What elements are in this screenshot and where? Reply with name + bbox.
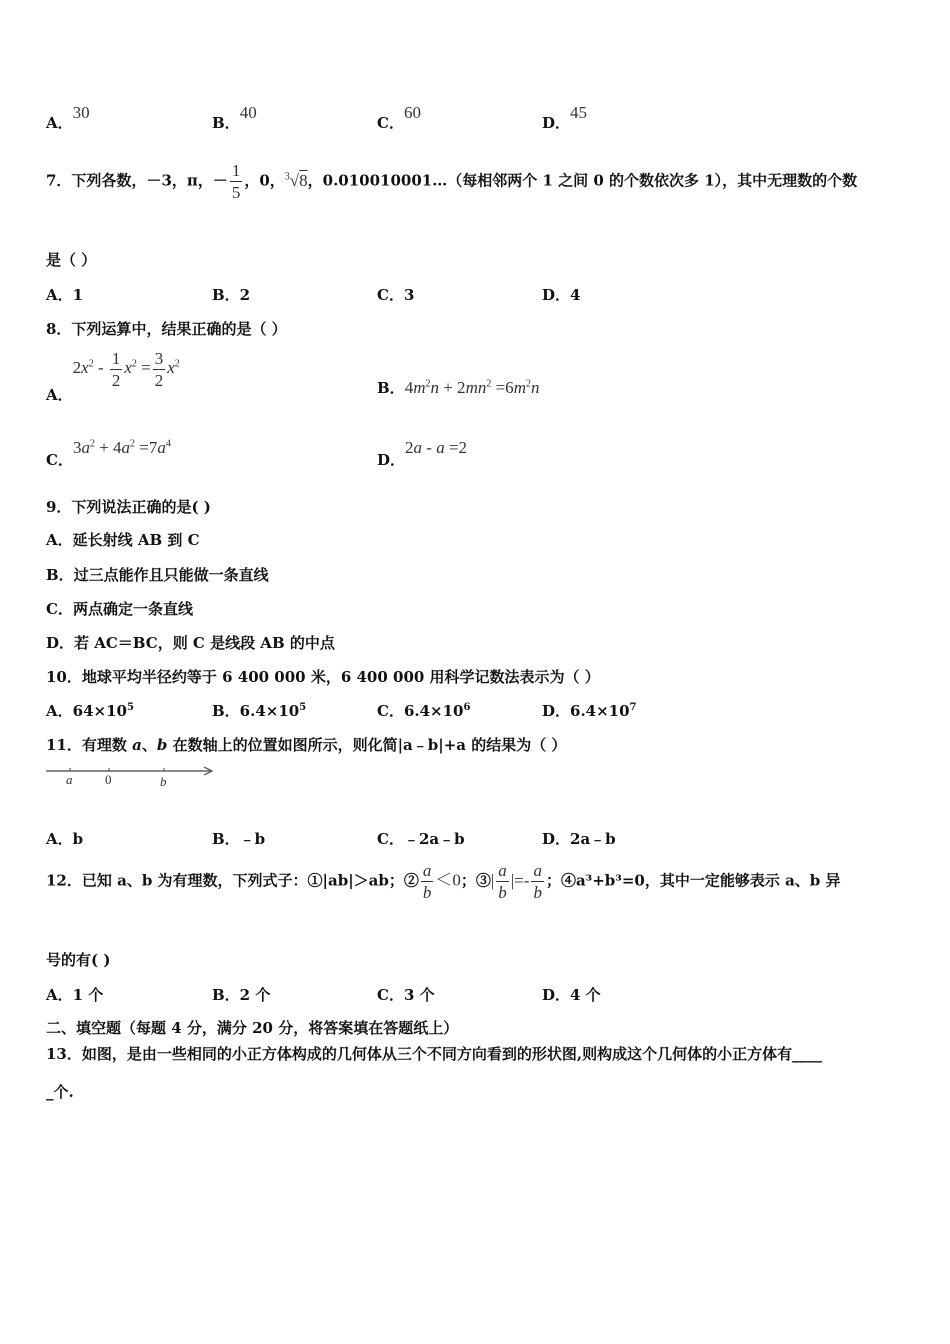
option-label: B． (377, 379, 405, 397)
q8-option-c (46, 437, 171, 469)
exponent: 5 (299, 702, 307, 713)
exponent: 6 (463, 702, 471, 713)
q12-option-d: D．4 个 (542, 986, 601, 1004)
frac-num: a (498, 861, 507, 881)
q9-option-d: D．若 AC＝BC，则 C 是线段 AB 的中点 (46, 634, 335, 652)
q8-d-expr: 2a - a =2 (405, 438, 468, 457)
q12-sep1: ；③ (460, 871, 491, 890)
q7-mid: ，0， (244, 171, 285, 190)
q11-option-a: A．b (46, 830, 84, 848)
cube-root: $^3$√8 (284, 170, 308, 190)
q7-option-c: C．3 (377, 286, 415, 304)
q11-option-c: C．﹣2a﹣b (377, 830, 465, 848)
root-radicand: 8 (299, 170, 308, 190)
q12-option-a: A．1 个 (46, 986, 104, 1004)
option-label: C． (377, 114, 404, 132)
label-0: 0 (105, 772, 112, 787)
q8-b-expr: $4m^2n + 2mn^2 =6m^2n$ (404, 378, 540, 397)
q13-stem-cont: _个. (46, 1083, 74, 1101)
fraction-one-fifth (230, 162, 243, 201)
q9-stem: 9．下列说法正确的是( ) (46, 498, 211, 516)
q10-option-d (542, 700, 637, 721)
q7-stem (46, 162, 857, 201)
fraction-a-over-b (421, 862, 434, 901)
q10-option-a (46, 700, 134, 721)
frac-den: b (533, 883, 542, 903)
option-value: 40 (239, 103, 257, 122)
q10-option-b (212, 700, 306, 721)
q7-stem-cont: 是（ ） (46, 251, 97, 269)
q12-option-b: B．2 个 (212, 986, 271, 1004)
q8-option-b (377, 377, 539, 398)
option-label: C． (46, 451, 73, 469)
q12-stem (46, 862, 841, 901)
q9-option-c: C．两点确定一条直线 (46, 600, 193, 618)
q12-stem-cont: 号的有( ) (46, 951, 111, 969)
q9-option-b: B．过三点能作且只能做一条直线 (46, 566, 269, 584)
q9-option-a: A．延长射线 AB 到 C (46, 531, 200, 549)
var-a: a (132, 736, 142, 754)
q11-option-d: D．2a﹣b (542, 830, 616, 848)
q11-mid: 、 (141, 736, 157, 754)
option-label: B． (212, 114, 240, 132)
exponent: 5 (126, 702, 134, 713)
label-a: a (66, 772, 73, 787)
frac-num: 1 (231, 161, 241, 180)
q6-option-b (212, 103, 257, 133)
q8-option-a (46, 349, 180, 405)
option-text: C．6.4×10 (377, 702, 464, 720)
section-heading-fill-blank: 二、填空题（每题 4 分，满分 20 分，将答案填在答题纸上） (46, 1019, 459, 1037)
frac-num: a (422, 861, 432, 880)
number-line-figure (46, 762, 216, 790)
q8-a-expr: $2x^2$ - $\frac{1}{2}$ $x^2$ = $\frac{3}{2}$ $x^2$ (72, 349, 180, 390)
option-text: A．64×10 (46, 702, 127, 720)
abs-expr: | $\frac{a}{b}$ |=- $\frac{a}{b}$ (490, 861, 542, 903)
q12-pre: 12．已知 a、b 为有理数，下列式子：①|ab|＞ab；② (46, 871, 419, 890)
q7-option-a: A．1 (46, 286, 84, 304)
q10-stem: 10．地球平均半径约等于 6 400 000 米，6 400 000 用科学记数法表示为（ ） (46, 668, 600, 686)
option-label: A． (46, 114, 73, 132)
q12-option-c: C．3 个 (377, 986, 435, 1004)
option-text: D．6.4×10 (542, 702, 630, 720)
q7-prefix: 7．下列各数，－3，π，－ (46, 171, 228, 190)
less-than-zero: ＜0 (435, 870, 461, 890)
frac-num: a (533, 861, 542, 881)
q8-stem: 8．下列运算中，结果正确的是（ ） (46, 320, 287, 338)
option-value: 30 (72, 103, 90, 122)
q11-stem (46, 734, 566, 755)
q11-pre: 11．有理数 (46, 736, 133, 754)
q13-stem: 13．如图，是由一些相同的小正方体构成的几何体从三个不同方向看到的形状图,则构成这个几何体的小正方体有____ (46, 1045, 823, 1063)
option-value: 45 (570, 103, 588, 122)
q7-option-b: B．2 (212, 286, 251, 304)
q6-option-d (542, 103, 588, 133)
exponent: 7 (629, 702, 637, 713)
option-label: D． (542, 114, 571, 132)
q7-option-d: D．4 (542, 286, 581, 304)
option-label: D． (377, 451, 406, 469)
option-text: B．6.4×10 (212, 702, 300, 720)
option-label: A． (46, 386, 73, 405)
q12-sep2: ；④a³+b³=0，其中一定能够表示 a、b 异 (545, 871, 841, 890)
q8-c-expr: $3a^2 + 4a^2 =7a^4$ (72, 438, 171, 457)
q7-suffix: ，0.010010001…（每相邻两个 1 之间 0 的个数依次多 1），其中无理数的个数 (307, 171, 858, 190)
q11-post: 在数轴上的位置如图所示，则化简|a﹣b|+a 的结果为（ ） (167, 736, 567, 754)
root-index: 3 (284, 170, 290, 182)
frac-den: b (422, 883, 432, 902)
option-value: 60 (403, 103, 421, 122)
frac-den: b (498, 883, 507, 903)
frac-den: 5 (231, 183, 241, 202)
q6-option-a (46, 103, 90, 133)
q10-option-c (377, 700, 470, 721)
q8-option-d (377, 437, 468, 469)
q11-option-b: B．﹣b (212, 830, 266, 848)
var-b: b (156, 736, 168, 754)
q6-option-c (377, 103, 421, 133)
label-b: b (160, 774, 167, 789)
